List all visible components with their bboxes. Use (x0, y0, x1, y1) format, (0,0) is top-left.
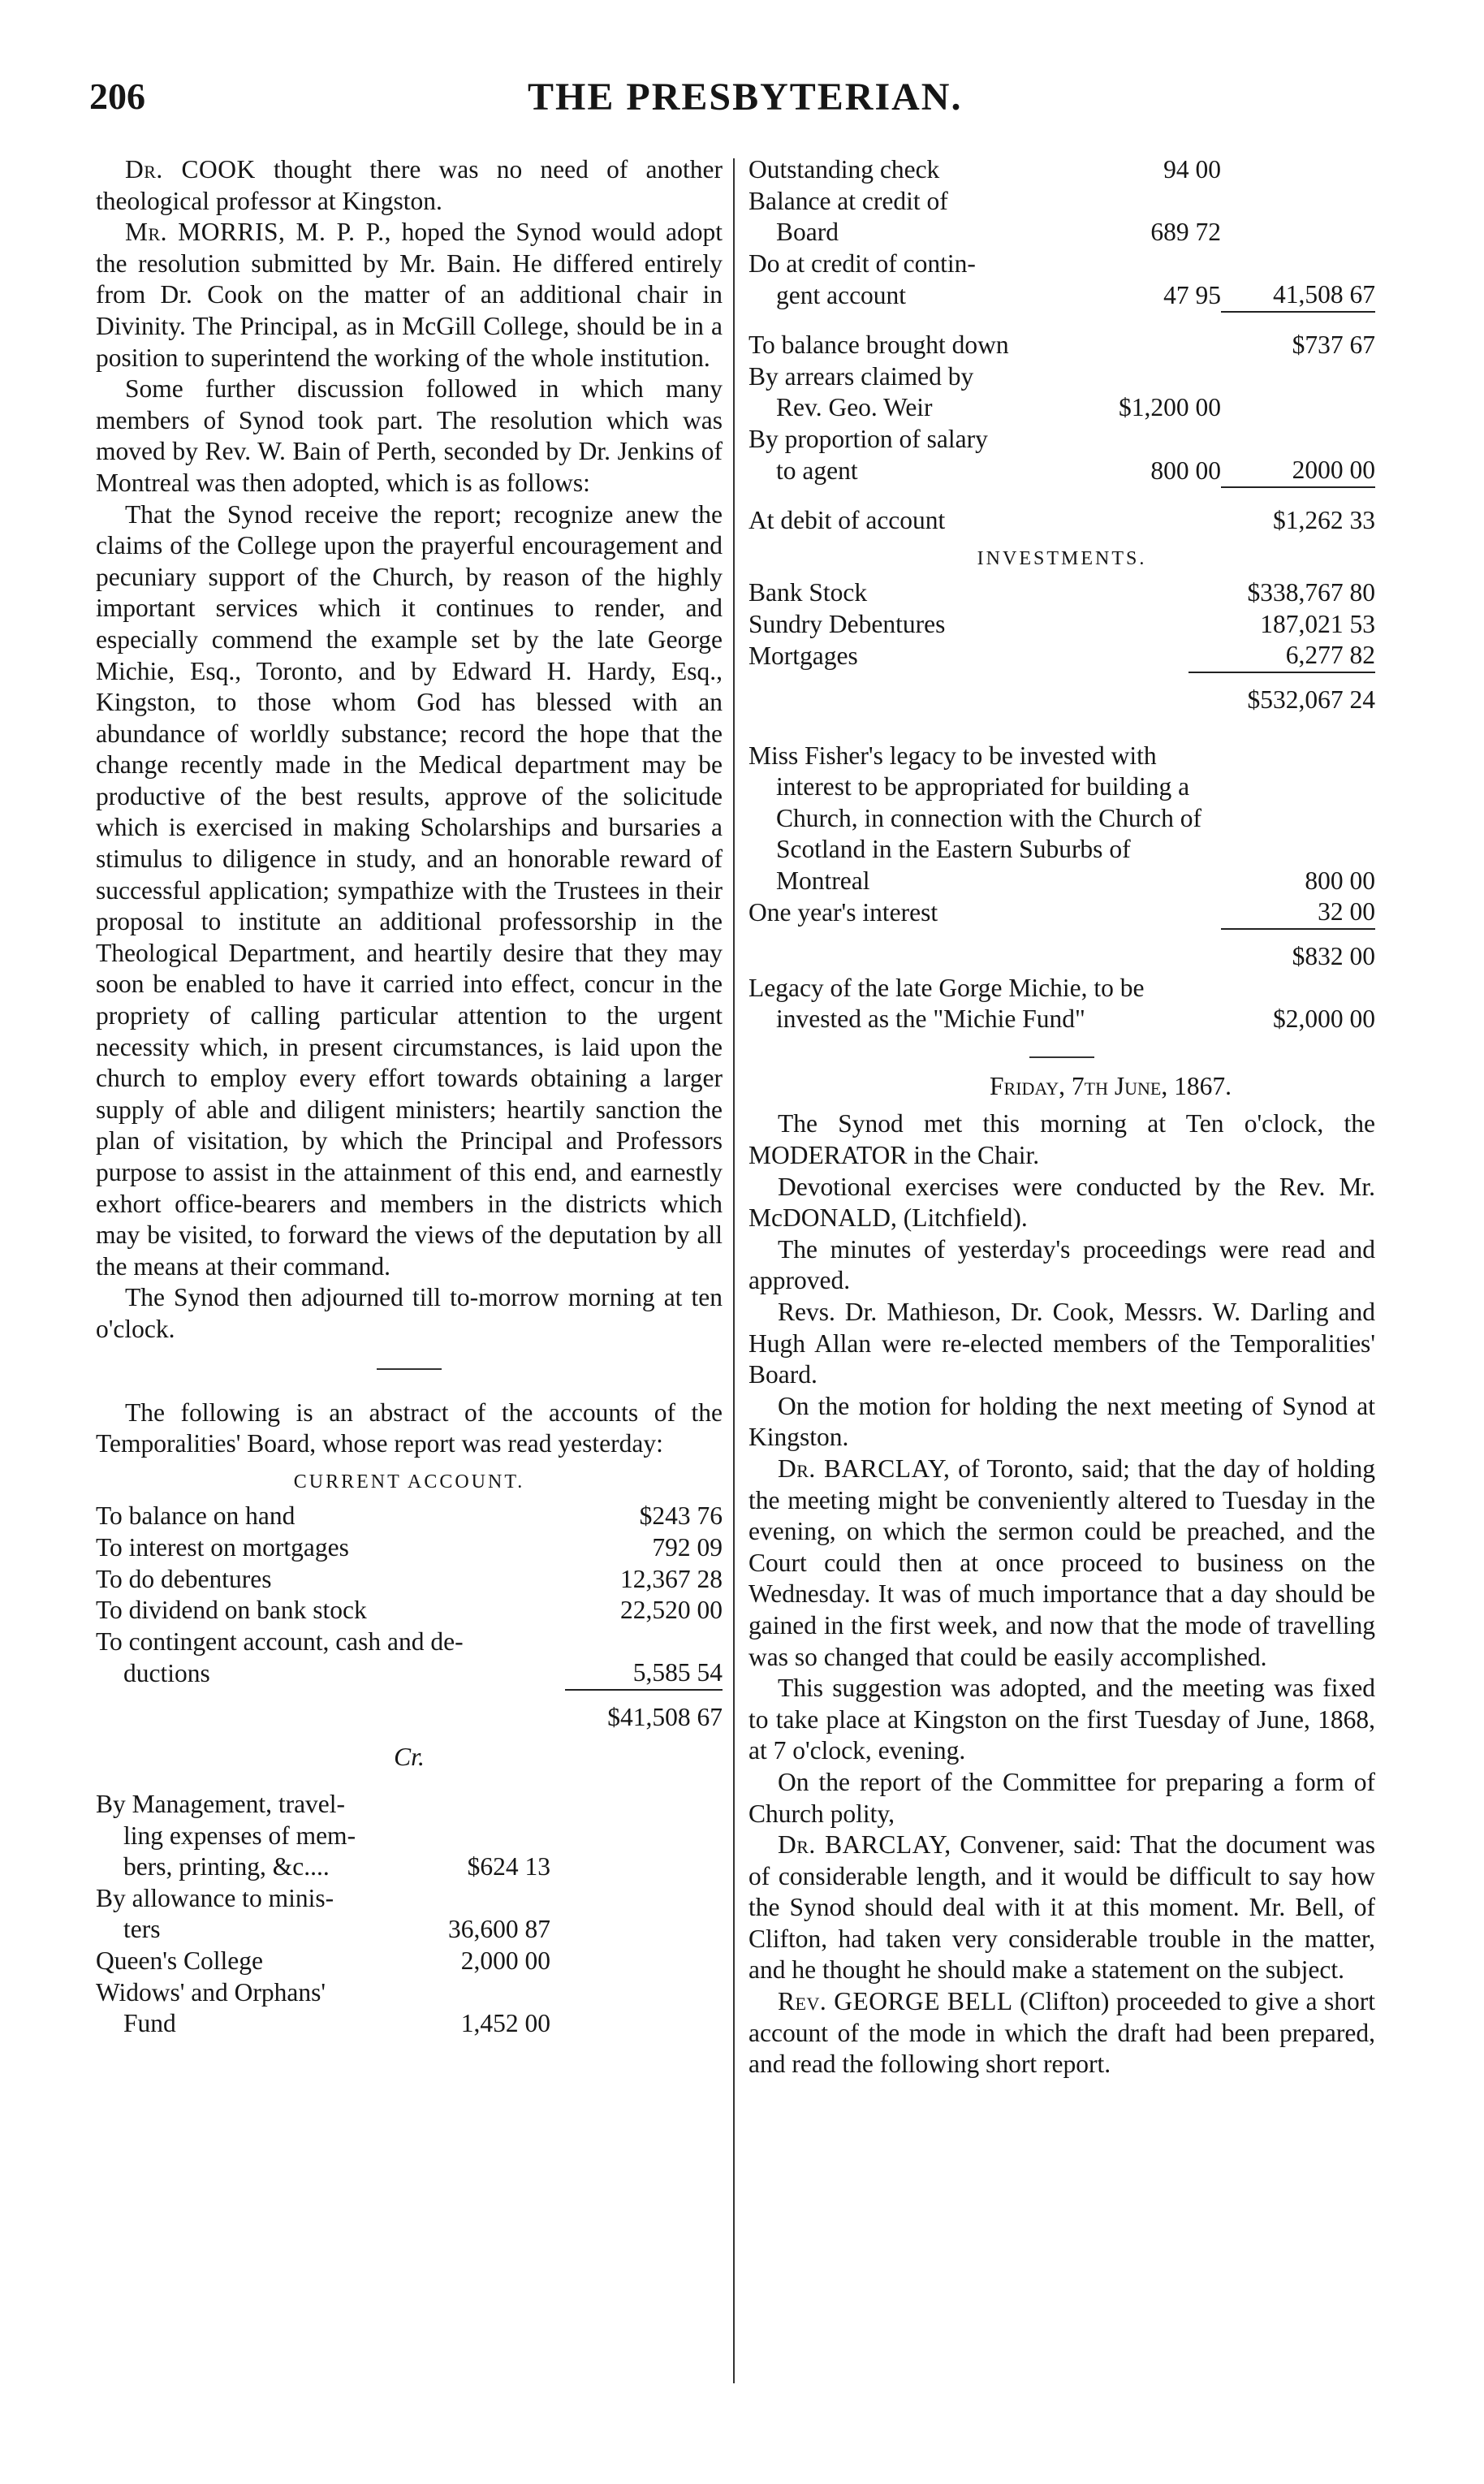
table-row-label: to agent (776, 456, 858, 486)
table-row-label: By Management, travel- (96, 1790, 346, 1819)
table-row (96, 1821, 550, 1852)
paragraph-abstract-intro: The following is an abstract of the accounts of the Temporalities' Board, whose report was read yesterday: (96, 1398, 723, 1458)
table-row (96, 1657, 723, 1690)
table-row (96, 1883, 550, 1915)
table-row (96, 1851, 550, 1883)
table-row-label: Sundry Debentures (748, 609, 946, 638)
table-row (748, 392, 1375, 424)
table-row-subamount (1067, 361, 1221, 393)
table-row (748, 577, 1375, 609)
interest-label: One year's interest (748, 898, 938, 927)
paragraph-cook (96, 154, 723, 217)
left-column (96, 154, 723, 2040)
paragraph-synod-met: The Synod met this morning at Ten o'clock, the MODERATOR in the Chair. (748, 1109, 1375, 1170)
paragraph-devotional: Devotional exercises were conducted by the Rev. Mr. McDONALD, (Litchfield). (748, 1172, 1375, 1233)
table-row-label: Board (776, 218, 839, 247)
paragraph-committee: On the report of the Committee for preparing a form of Church polity, (748, 1767, 1375, 1828)
paragraph-discussion: Some further discussion followed in which many members of Synod took part. The resolution which was moved by Rev. W. Bain of Perth, seconded by Dr. Jenkins of Montreal was then adopted, which is as follows: (96, 374, 723, 497)
table-row-label: Balance at credit of (748, 186, 948, 215)
debit-amount: $1,262 33 (1273, 505, 1375, 534)
table-row-subamount: $1,200 00 (1119, 393, 1221, 422)
speaker-name: Dr. BARCLAY, (778, 1830, 951, 1860)
fisher-legacy-table (748, 741, 1375, 1035)
table-row-subamount (1067, 186, 1221, 218)
table-row (748, 330, 1375, 361)
table-row (748, 455, 1375, 487)
table-row-label: By allowance to minis- (96, 1883, 334, 1912)
table-row-total (1221, 361, 1375, 393)
table-row (748, 361, 1375, 393)
paragraph-barclay-2 (748, 1830, 1375, 1986)
table-row-label: To balance brought down (748, 330, 1009, 359)
table-row-label: Widows' and Orphans' (96, 1977, 326, 2007)
credit-label: Cr. (394, 1742, 425, 1771)
table-row-amount: $338,767 80 (1247, 578, 1375, 607)
table-row-label: Mortgages (748, 642, 858, 671)
table-row (748, 186, 1375, 218)
running-title: THE PRESBYTERIAN. (528, 76, 963, 119)
table-row-subamount (1067, 248, 1221, 280)
table-row-total (1221, 154, 1375, 186)
table-row-amount (415, 1821, 550, 1852)
paragraph-resolution: That the Synod receive the report; recognize anew the claims of the College upon the prayerful encouragement and pecuniary support of the Church, by reason of the highly important services which it continues to render, and especially commend the example set by the late George Michie, Esq., Toronto, and by Edward H. Hardy, Esq., Kingston, to those whom God has blessed with an abundance of worldly substance; record the hope that the change recently made in the Medical department may be productive of the best results, approve of the solicitude which is exercised in making Scholarships and bursaries a stimulus to diligence in study, and an honorable reward of successful application; sympathize with the Trustees in their proposal to institute an additional professorship in the Theological Department, and heartily desire that they may soon be enabled to have it carried into effect, concur in the propriety of calling particular attention to the urgent necessity which, in present circumstances, is laid upon the church to employ every effort towards obtaining a larger supply of able and diligent ministers; heartily sanction the plan of visitation, by which the Principal and Professors purpose to assist in the attainment of this end, and earnestly exhort office-bearers and members in the districts which may be visited, to forward the views of the deputation by all the means at their command. (96, 499, 723, 1281)
table-row-total: 41,508 67 (1273, 280, 1375, 309)
table-row-label: By arrears claimed by (748, 361, 974, 391)
table-row (748, 279, 1375, 312)
table-row-label: Fund (123, 2009, 176, 2038)
table-row-amount: 2,000 00 (460, 1946, 550, 1976)
investments-table (748, 577, 1375, 715)
table-row (96, 1914, 550, 1946)
fisher-legacy-total: $832 00 (1221, 929, 1375, 973)
table-row-total (1221, 217, 1375, 248)
current-account-heading: CURRENT ACCOUNT. (293, 1471, 525, 1493)
interest-amount: 32 00 (1318, 897, 1375, 927)
table-row-amount: 792 09 (652, 1532, 723, 1562)
table-row-subamount: 47 95 (1163, 281, 1221, 310)
paragraph-bell (748, 1986, 1375, 2080)
table-row (96, 1501, 723, 1532)
table-row (96, 1564, 723, 1596)
fisher-legacy-amount: 800 00 (1305, 866, 1375, 895)
paragraph-text: hoped the Synod would adopt the resolution submitted by Mr. Bain. He differed entirely from Dr. Cook on the matter of an additional chair in Divinity. The Principal, as in McGill College, should be in a position to superintend the working of the whole institution. (96, 218, 723, 372)
table-row (96, 1789, 550, 1821)
table-row-subamount: 800 00 (1150, 456, 1221, 486)
paragraph-text: of Toronto, said; that the day of holding the meeting might be conveniently altered to Tuesday in the evening, on which the sermon could be preached, and the Court could then at once proceed to business on the Wednesday. It was of much importance that a day should be gained in the first week, and now that the mode of travelling was so changed that could be easily accomplished. (748, 1454, 1375, 1671)
table-row (96, 1977, 550, 2009)
speaker-name: Mr. MORRIS, M. P. P., (125, 218, 391, 247)
table-row-subamount: 94 00 (1163, 155, 1221, 184)
table-row-label: gent account (776, 281, 907, 310)
table-row-label: To interest on mortgages (96, 1532, 349, 1562)
table-row (748, 609, 1375, 641)
table-row-amount: 6,277 82 (1285, 641, 1375, 670)
table-row-total (1221, 392, 1375, 424)
table-row-amount: $624 13 (467, 1852, 550, 1881)
table-row-amount: 1,452 00 (460, 2009, 550, 2038)
page-number: 206 (89, 76, 145, 117)
table-row-label: Rev. Geo. Weir (776, 393, 933, 422)
paragraph-text: (Clifton) proceeded to give a short account of the mode in which the draft had been prepared, and read the following short report. (748, 1987, 1375, 2079)
table-row (748, 217, 1375, 248)
credit-continued-table (748, 154, 1375, 537)
paragraph-morris (96, 217, 723, 374)
credit-table (96, 1789, 550, 2040)
table-row-amount (415, 1883, 550, 1915)
table-row-amount (415, 1789, 550, 1821)
table-row-label: To contingent account, cash and de- (96, 1626, 464, 1656)
paragraph-text: thought there was no need of another theological professor at Kingston. (96, 155, 723, 215)
table-row-total (1221, 248, 1375, 280)
right-column (748, 154, 1375, 2080)
table-row-total (1221, 424, 1375, 456)
table-row-subamount: 689 72 (1150, 218, 1221, 247)
table-row-amount: 187,021 53 (1260, 609, 1375, 638)
paragraph-suggestion: This suggestion was adopted, and the meeting was fixed to take place at Kingston on the first Tuesday of June, 1868, at 7 o'clock, evening. (748, 1674, 1375, 1765)
section-divider (377, 1368, 442, 1370)
investments-total: $532,067 24 (1188, 672, 1375, 716)
michie-legacy-text: Legacy of the late Gorge Michie, to be invested as the "Michie Fund" (748, 973, 1145, 1034)
table-row (96, 2008, 550, 2040)
table-row-amount: 5,585 54 (632, 1658, 723, 1687)
paragraph-minutes: The minutes of yesterday's proceedings were read and approved. (748, 1234, 1375, 1295)
table-row (748, 424, 1375, 456)
table-row-label: ductions (123, 1659, 210, 1688)
paragraph-barclay-1 (748, 1454, 1375, 1673)
michie-legacy-amount: $2,000 00 (1273, 1004, 1375, 1034)
table-row (96, 1626, 723, 1658)
paragraph-adjourned: The Synod then adjourned till to-morrow morning at ten o'clock. (96, 1283, 723, 1343)
current-account-total: $41,508 67 (565, 1690, 723, 1734)
table-row-label: At debit of account (748, 505, 946, 534)
table-row-label: ters (123, 1915, 161, 1944)
date-line: Friday, 7th June, 1867. (990, 1071, 1232, 1100)
current-account-table (96, 1501, 723, 1733)
fisher-legacy-text: Miss Fisher's legacy to be invested with interest to be appropriated for building a Church, in connection with the Church of Scotland in the Eastern Suburbs of Montreal (748, 741, 1202, 895)
table-row-label: By proportion of salary (748, 424, 988, 453)
speaker-name: Dr. COOK (125, 155, 256, 184)
table-row-amount: $243 76 (639, 1501, 723, 1531)
section-divider (1029, 1056, 1094, 1058)
table-row (96, 1532, 723, 1564)
table-row-amount: 12,367 28 (620, 1564, 723, 1593)
table-row-subamount (1067, 330, 1221, 361)
table-row-label: ling expenses of mem- (123, 1821, 356, 1850)
table-row-total (1221, 186, 1375, 218)
table-row-amount (415, 1977, 550, 2009)
page-header (89, 75, 1429, 132)
table-row-label: Queen's College (96, 1946, 263, 1976)
table-row-label: bers, printing, &c.... (123, 1852, 330, 1881)
table-row-label: Do at credit of contin- (748, 248, 976, 278)
table-row (96, 1946, 550, 1977)
table-row (748, 248, 1375, 280)
table-row-subamount (1067, 424, 1221, 456)
table-row (748, 154, 1375, 186)
paragraph-reelected: Revs. Dr. Mathieson, Dr. Cook, Messrs. W. Darling and Hugh Allan were re-elected members of the Temporalities' Board. (748, 1298, 1375, 1389)
paragraph-text: Convener, said: That the document was of considerable length, and it would be difficult to say how the Synod should deal with it at this moment. Mr. Bell, of Clifton, had taken very considerable trouble in the matter, and he thought he should make a statement on the subject. (748, 1830, 1375, 1985)
speaker-name: Rev. GEORGE BELL (778, 1987, 1013, 2016)
table-row-amount: 22,520 00 (620, 1596, 723, 1625)
investments-heading: INVESTMENTS. (977, 547, 1147, 569)
table-row-amount: 36,600 87 (448, 1915, 550, 1944)
table-row-label: To balance on hand (96, 1501, 296, 1531)
table-row-label: Outstanding check (748, 155, 940, 184)
table-row (748, 640, 1375, 672)
table-row (96, 1595, 723, 1626)
table-row-total: 2000 00 (1292, 456, 1375, 485)
speaker-name: Dr. BARCLAY, (778, 1454, 951, 1483)
table-row-label: To do debentures (96, 1564, 272, 1593)
column-divider (733, 158, 735, 2383)
table-row-label: To dividend on bank stock (96, 1596, 367, 1625)
table-row-total: $737 67 (1292, 330, 1375, 359)
table-row-label: Bank Stock (748, 578, 868, 607)
paragraph-motion: On the motion for holding the next meeting of Synod at Kingston. (748, 1391, 1375, 1452)
table-row-amount (565, 1626, 723, 1658)
